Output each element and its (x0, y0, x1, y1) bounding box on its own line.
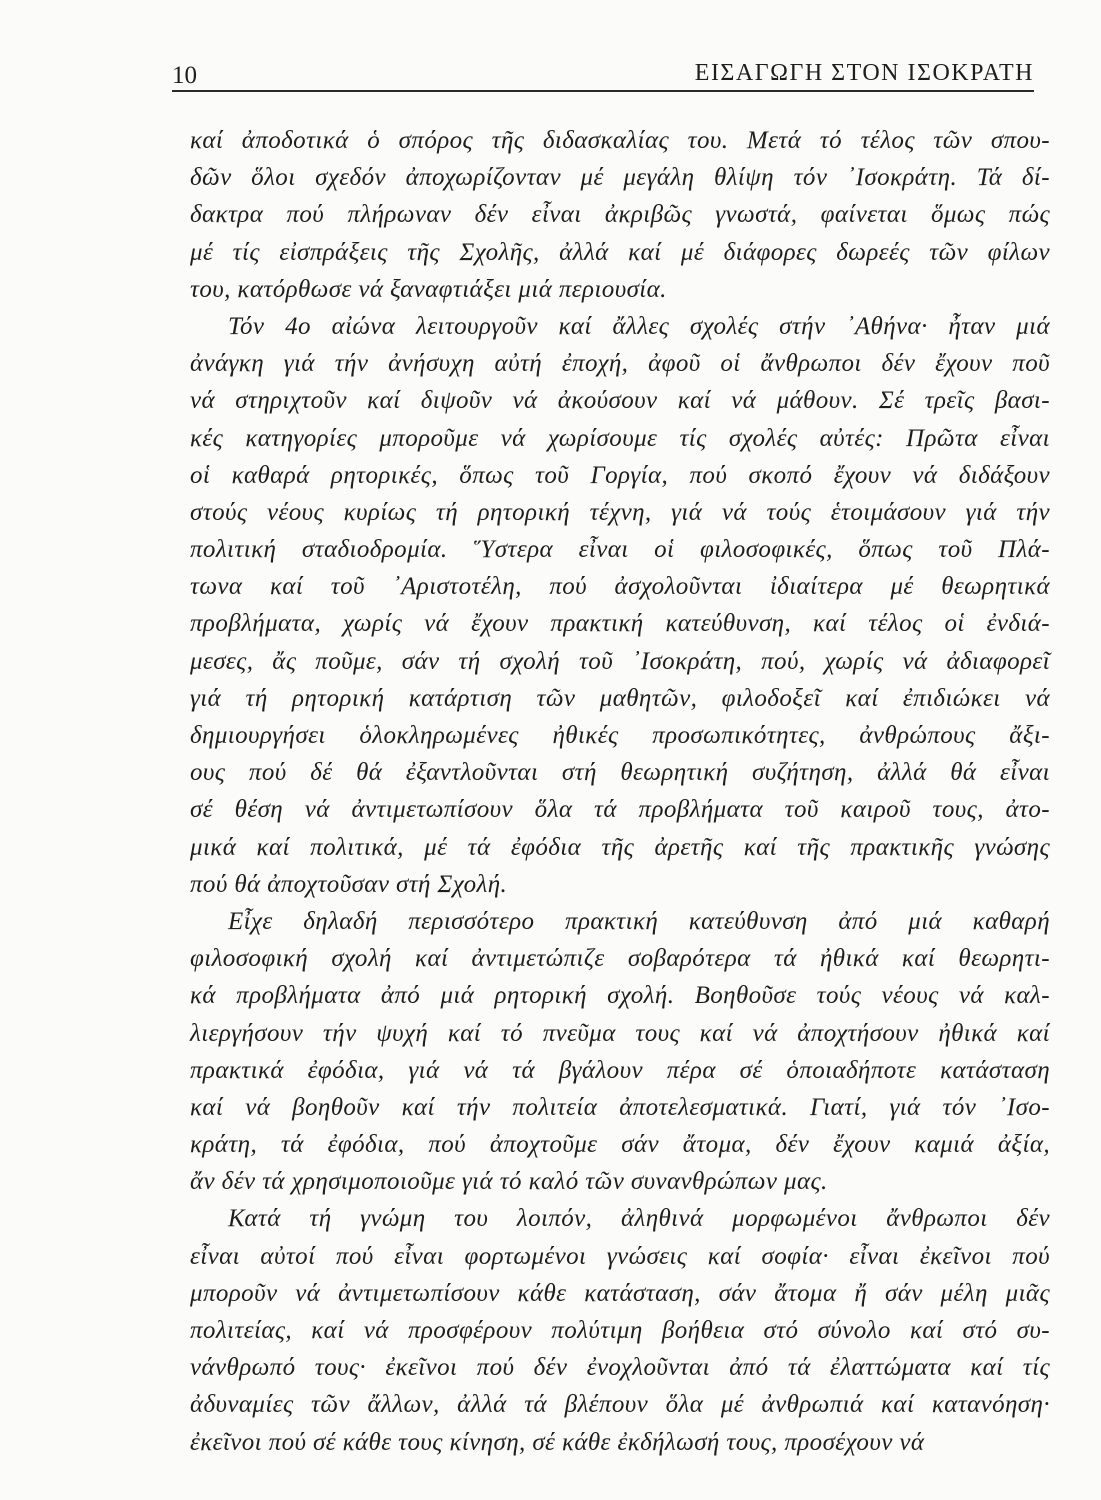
text-line: μεσες, ἄς ποῦμε, σάν τή σχολή τοῦ ᾿Ισοκράτη, πού, χωρίς νά ἀδιαφορεῖ (190, 647, 1050, 675)
body-text (190, 122, 1050, 1461)
text-line: νάνθρωπό τους· ἐκεῖνοι πού δέν ἐνοχλοῦνται ἀπό τά ἐλαττώματα καί τίς (190, 1354, 1050, 1382)
text-line: σέ θέση νά ἀντιμετωπίσουν ὅλα τά προβλήματα τοῦ καιροῦ τους, ἀτο- (190, 796, 1050, 824)
text-line: οἱ καθαρά ρητορικές, ὅπως τοῦ Γοργία, πού σκοπό ἔχουν νά διδάξουν (190, 461, 1050, 489)
text-line: Κατά τή γνώμη του λοιπόν, ἀληθινά μορφωμένοι ἄνθρωποι δέν (228, 1205, 1050, 1233)
page-number: 10 (172, 62, 197, 89)
text-line: Τόν 4ο αἰώνα λειτουργοῦν καί ἄλλες σχολές στήν ᾿Αθήνα· ἦταν μιά (228, 312, 1050, 340)
text-line: κά προβλήματα ἀπό μιά ρητορική σχολή. Βοηθοῦσε τούς νέους νά καλ- (190, 982, 1050, 1010)
text-line: του, κατόρθωσε νά ξαναφτιάξει μιά περιουσία. (190, 275, 667, 303)
text-line: πολιτείας, καί νά προσφέρουν πολύτιμη βοήθεια στό σύνολο καί στό συ- (190, 1317, 1050, 1344)
text-line: ἐκεῖνοι πού σέ κάθε τους κίνηση, σέ κάθε ἐκδήλωσή τους, προσέχουν νά (190, 1428, 925, 1456)
text-line: κές κατηγορίες μποροῦμε νά χωρίσουμε τίς σχολές αὐτές: Πρῶτα εἶναι (190, 424, 1050, 452)
text-line: μικά καί πολιτικά, μέ τά ἐφόδια τῆς ἀρετῆς καί τῆς πρακτικῆς γνώσης (190, 833, 1050, 861)
text-line: δημιουργήσει ὁλοκληρωμένες ἠθικές προσωπικότητες, ἀνθρώπους ἄξι- (190, 722, 1050, 749)
text-line: στούς νέους κυρίως τή ρητορική τέχνη, γιά νά τούς ἑτοιμάσουν γιά τήν (190, 498, 1050, 526)
text-line: φιλοσοφική σχολή καί ἀντιμετώπιζε σοβαρότερα τά ἠθικά καί θεωρητι- (190, 945, 1050, 973)
text-line: μποροῦν νά ἀντιμετωπίσουν κάθε κατάσταση, σάν ἄτομα ἤ σάν μέλη μιᾶς (190, 1279, 1050, 1307)
page-header (172, 52, 1034, 92)
text-line: καί ἀποδοτικά ὁ σπόρος τῆς διδασκαλίας του. Μετά τό τέλος τῶν σπου- (190, 127, 1050, 154)
text-line: δῶν ὅλοι σχεδόν ἀποχωρίζονταν μέ μεγάλη θλίψη τόν ᾿Ισοκράτη. Τά δί- (190, 164, 1050, 192)
text-line: λιεργήσουν τήν ψυχή καί τό πνεῦμα τους καί νά ἀποχτήσουν ἠθικά καί (190, 1019, 1050, 1047)
text-line: ους πού δέ θά ἐξαντλοῦνται στή θεωρητική συζήτηση, ἀλλά θά εἶναι (190, 759, 1050, 787)
text-line: πρακτικά ἐφόδια, γιά νά τά βγάλουν πέρα σέ ὁποιαδήποτε κατάσταση (190, 1056, 1050, 1084)
text-line: πού θά ἀποχτοῦσαν στή Σχολή. (190, 870, 508, 898)
text-line: Εἶχε δηλαδή περισσότερο πρακτική κατεύθυνση ἀπό μιά καθαρή (228, 907, 1050, 935)
text-line: νά στηριχτοῦν καί διψοῦν νά ἀκούσουν καί νά μάθουν. Σέ τρεῖς βασι- (190, 387, 1050, 415)
text-line: ἀδυναμίες τῶν ἄλλων, ἀλλά τά βλέπουν ὅλα μέ ἀνθρωπιά καί κατανόηση· (190, 1391, 1050, 1419)
text-line: προβλήματα, χωρίς νά ἔχουν πρακτική κατεύθυνση, καί τέλος οἱ ἐνδιά- (190, 610, 1050, 638)
text-line: πολιτική σταδιοδρομία. Ὕστερα εἶναι οἱ φιλοσοφικές, ὅπως τοῦ Πλά- (190, 536, 1050, 564)
text-line: μέ τίς εἰσπράξεις τῆς Σχολῆς, ἀλλά καί μέ διάφορες δωρεές τῶν φίλων (190, 238, 1050, 266)
text-line: καί νά βοηθοῦν καί τήν πολιτεία ἀποτελεσματικά. Γιατί, γιά τόν ᾿Ισο- (190, 1093, 1050, 1121)
text-line: εἶναι αὐτοί πού εἶναι φορτωμένοι γνώσεις καί σοφία· εἶναι ἐκεῖνοι πού (190, 1242, 1050, 1270)
text-line: τωνα καί τοῦ ᾿Αριστοτέλη, πού ἀσχολοῦνται ἰδιαίτερα μέ θεωρητικά (190, 573, 1050, 601)
text-line: ἀνάγκη γιά τήν ἀνήσυχη αὐτή ἐποχή, ἀφοῦ οἱ ἄνθρωποι δέν ἔχουν ποῦ (190, 350, 1050, 378)
text-line: κράτη, τά ἐφόδια, πού ἀποχτοῦμε σάν ἄτομα, δέν ἔχουν καμιά ἀξία, (190, 1131, 1050, 1159)
text-line: γιά τή ρητορική κατάρτιση τῶν μαθητῶν, φιλοδοξεῖ καί ἐπιδιώκει νά (190, 684, 1050, 712)
text-line: ἄν δέν τά χρησιμοποιοῦμε γιά τό καλό τῶν συνανθρώπων μας. (190, 1168, 828, 1196)
running-head: ΕΙΣΑΓΩΓΗ ΣΤΟΝ ΙΣΟΚΡΑΤΗ (694, 60, 1034, 86)
text-line: δακτρα πού πλήρωναν δέν εἶναι ἀκριβῶς γνωστά, φαίνεται ὅμως πώς (190, 201, 1050, 229)
